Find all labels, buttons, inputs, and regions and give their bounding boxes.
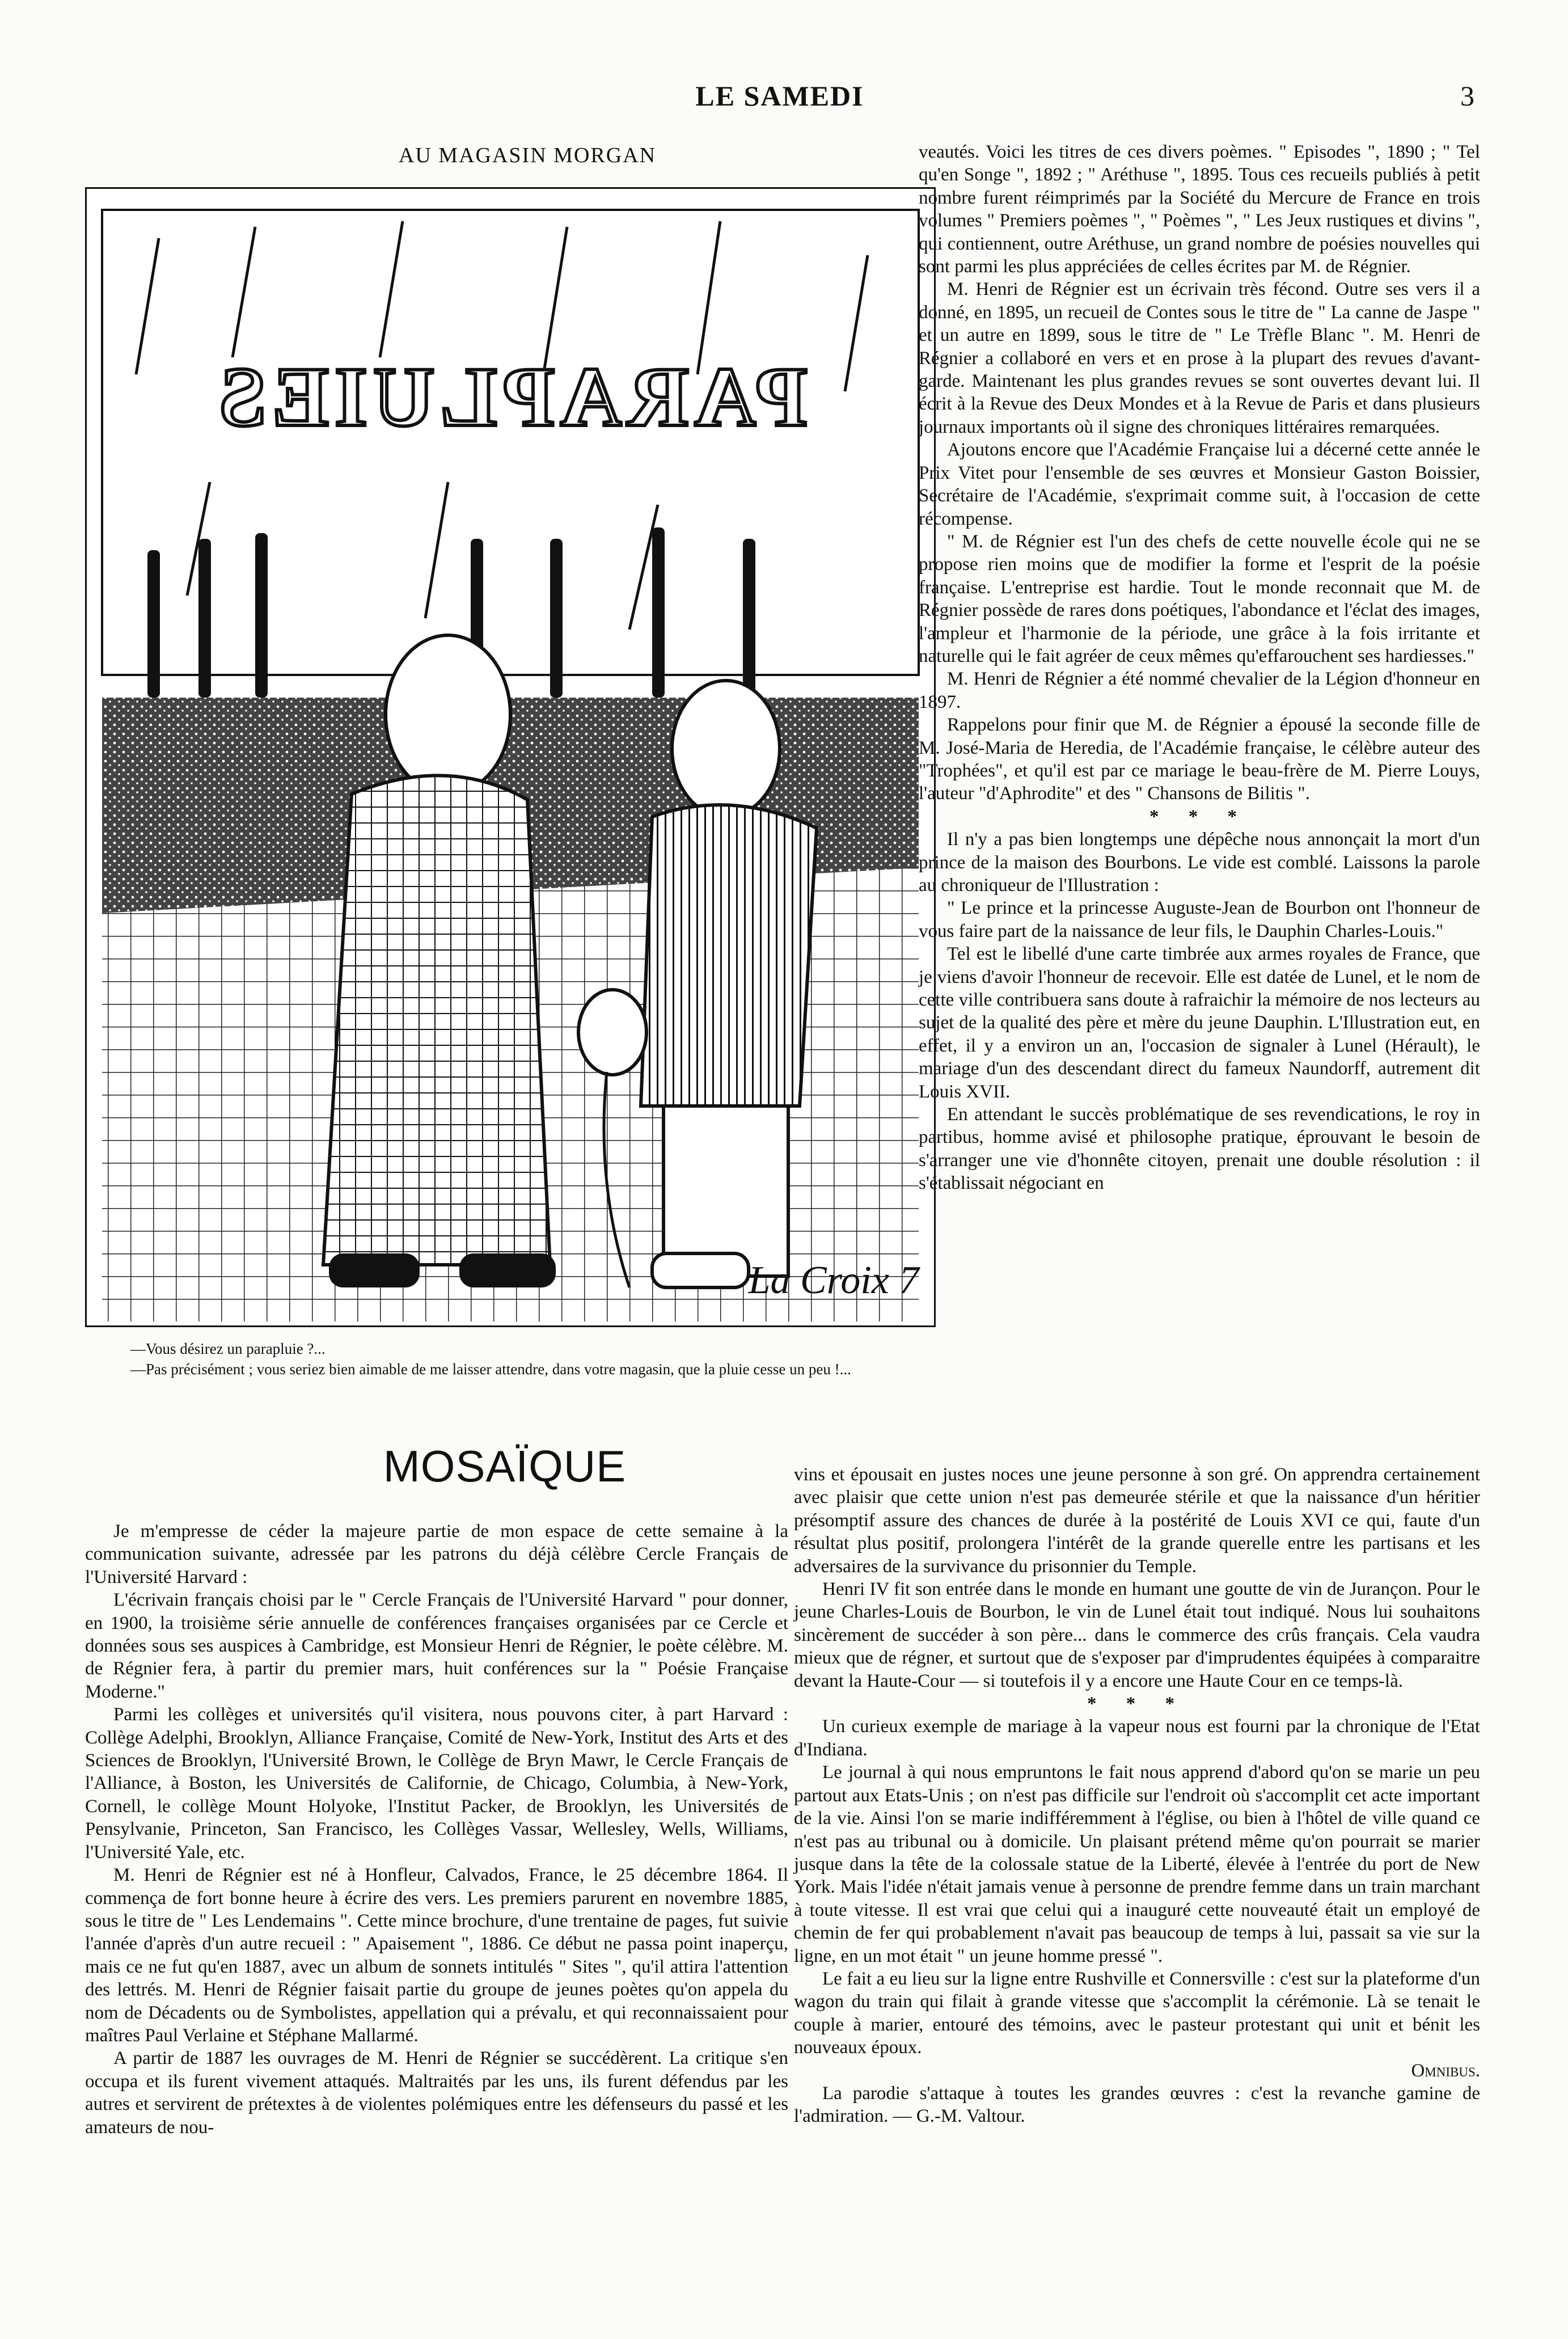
right-column-bottom [794,1463,1480,2128]
paragraph: Ajoutons encore que l'Académie Française lui a décerné cette année le Prix Vitet pour l'ensemble de ses œuvres et Monsieur Gaston Boissier, Secrétaire de l'Académie, s'exprimait comme suit, à l'occasion de cette récompense. [919,440,1480,529]
paragraph: Il n'y a pas bien longtemps une dépêche nous annonçait la mort d'un prince de la maison des Bourbons. Le vide est comblé. Laissons la parole au chroniqueur de l'Illustration : [919,829,1480,896]
newspaper-title: LE SAMEDI [695,80,864,112]
paragraph: Parmi les collèges et universités qu'il visitera, nous pouvons citer, à part Harvard : Collège Adelphi, Brooklyn, Alliance Française, Comité de New-York, Institut des Arts et des Sciences de Brooklyn, l'Université Brown, le Collège de Bryn Mawr, le Cercle Français de l'Alliance, à Boston, les Universités de Californie, de Chicago, Columbia, à New-York, Cornell, le collège Mount Holyoke, l'Institut Packer, de Brooklyn, les Universités de Pensylvanie, Princeton, San Francisco, les Collèges Vassar, Wellesley, Wells, Williams, l'Université Yale, etc. [85,1704,788,1863]
cartoon-title: AU MAGASIN MORGAN [398,143,657,167]
paragraph: veautés. Voici les titres de ces divers poèmes. " Episodes ", 1890 ; " Tel qu'en Songe ", 1892 ; " Aréthuse ", 1895. Tous ces recueils publiés à petit nombre furent réimprimés par la Société du Mercure de France en trois volumes " Premiers poèmes ", " Poèmes ", " Les Jeux rustiques et divins ", qui contiennent, outre Aréthuse, un grand nombre de poésies nouvelles qui sont parmi les plus appréciées de celles écrites par M. de Régnier. [919,142,1480,277]
section-separator: * * * [1149,806,1249,827]
paragraph: Rappelons pour finir que M. de Régnier a épousé la seconde fille de M. José-Maria de Heredia, de l'Académie française, le célèbre auteur des "Trophées", et qu'il est par ce mariage le beau-frère de M. Pierre Louys, l'auteur "d'Aphrodite" et des " Chansons de Bilitis ". [919,715,1480,804]
section-separator: * * * [1087,1694,1187,1715]
paragraph: Le fait a eu lieu sur la ligne entre Rushville et Connersville : c'est sur la plateforme d'un wagon du train qui filait à grande vitesse que s'accomplit la cérémonie. Là se tenait le couple à marier, entouré des témoins, avec le pasteur protestant qui unit et bénit les nouveaux époux. [794,1968,1480,2058]
paragraph: Un curieux exemple de mariage à la vapeur nous est fourni par la chronique de l'Etat d'Indiana. [794,1716,1480,1760]
paragraph: M. Henri de Régnier est né à Honfleur, Calvados, France, le 25 décembre 1864. Il commença de fort bonne heure à écrire des vers. Les premiers parurent en novembre 1885, sous le titre de " Les Lendemains ". Cette mince brochure, d'une trentaine de pages, fut suivie l'année d'après d'un autre recueil : " Apaisement ", 1886. Ce début ne passa point inaperçu, mais ce ne fut qu'en 1887, avec un album de sonnets intitulés " Sites ", qu'il attira l'attention des lettrés. M. Henri de Régnier faisait partie du groupe de jeunes poètes qu'on appela du nom de Décadents ou de Symbolistes, appellation qui a prévalu, et qui reconnaissaient pour maîtres Paul Verlaine et Stéphane Mallarmé. [85,1865,788,2046]
right-column-top [919,141,1480,1195]
artist-signature: La Croix 7 [748,1259,919,1302]
paragraph: La parodie s'attaque à toutes les grandes œuvres : c'est la revanche gamine de l'admiration. — G.-M. Valtour. [794,2083,1480,2127]
paragraph: A partir de 1887 les ouvrages de M. Henri de Régnier se succédèrent. La critique s'en occupa et ils furent vivement attaqués. Maltraités par les uns, ils furent défendus par les autres et servirent de prétextes à de violentes polémiques entre les défenseurs du passé et les amateurs de nou- [85,2048,788,2138]
caption-line: —Pas précisément ; vous seriez bien aimable de me laisser attendre, dans votre magasin, que la pluie cesse un peu !... [130,1361,851,1378]
page-number: 3 [1460,80,1474,112]
paragraph: " Le prince et la princesse Auguste-Jean de Bourbon ont l'honneur de vous faire part de la naissance de leur fils, le Dauphin Charles-Louis." [919,898,1480,941]
paragraph: " M. de Régnier est l'un des chefs de cette nouvelle école qui ne se propose rien moins que de modifier la forme et l'esprit de la poésie française. L'entreprise est hardie. Tout le monde reconnait que M. de Régnier possède de rares dons poétiques, l'abondance et l'éclat des images, l'ampleur et l'harmonie de la période, une grâce à la fois irritante et naturelle qui le fait agréer de ceux mêmes qu'effarouchent ses hardiesses." [919,531,1480,666]
cartoon-illustration [85,187,936,1327]
paragraph: M. Henri de Régnier est un écrivain très fécond. Outre ses vers il a donné, en 1895, un recueil de Contes sous le titre de " La canne de Jaspe " et un autre en 1899, sous le titre de " Le Trèfle Blanc ". M. Henri de Régnier a collaboré en vers et en prose à la plupart des revues d'avant-garde. Maintenant les plus grandes revues se sont ouvertes devant lui. Il écrit à la Revue des Deux Mondes et à la Revue de Paris et dans plusieurs journaux importants où il signe des chroniques littéraires remarquées. [919,279,1480,437]
page-header [85,79,1474,125]
paragraph: vins et épousait en justes noces une jeune personne à son gré. On apprendra certainement avec plaisir que cette union n'est pas demeurée stérile et que la naissance d'un héritier présomptif assure des chances de durée à la postérité de Louis XVI ce qui, faute d'un résultat plus positif, prolongera l'intérêt de la grande querelle entre les partisans et les adversaires de la survivance du prisonnier du Temple. [794,1464,1480,1577]
section-title: MOSAÏQUE [383,1441,627,1491]
paragraph: M. Henri de Régnier a été nommé chevalier de la Légion d'honneur en 1897. [919,669,1480,712]
author-signature: Omnibus. [1411,2060,1480,2081]
cartoon-caption [85,1339,913,1379]
caption-line: —Vous désirez un parapluie ?... [130,1340,326,1357]
paragraph: En attendant le succès problématique de ses revendications, le roy in partibus, homme avisé et philosophe pratique, éprouvant le besoin de s'arranger une vie d'honnête citoyen, prenait une double résolution : il s'établissait négociant en [919,1104,1480,1194]
paragraph: Henri IV fit son entrée dans le monde en humant une goutte de vin de Jurançon. Pour le jeune Charles-Louis de Bourbon, le vin de Lunel était tout indiqué. Nous lui souhaitons sincèrement de succéder à son père... dans le commerce des crûs français. Cela vaudra mieux que de régner, et surtout que de s'exposer par d'imprudentes équipées à comparaitre devant la Haute-Cour — si toutefois il y a encore une Haute Cour en ce temps-là. [794,1579,1480,1691]
shop-sign-text: PARAPLUIES [213,350,808,444]
paragraph: Tel est le libellé d'une carte timbrée aux armes royales de France, que je viens d'avoir l'honneur de recevoir. Elle est datée de Lunel, et le nom de cette ville contribuera sans doute à rafraichir la mémoire de nos lecteurs au sujet de la qualité des père et mère du jeune Dauphin. L'Illustration eut, en effet, il y a environ un an, l'occasion de signaler à Lunel (Hérault), le mariage d'un des descendant direct du fameux Naundorff, autrement dit Louis XVII. [919,944,1480,1102]
paragraph: Le journal à qui nous empruntons le fait nous apprend d'abord qu'on se marie un peu partout aux Etats-Unis ; on n'est pas difficile sur l'endroit où s'accomplit cet acte important de la vie. Ainsi l'on se marie indifféremment à l'église, ou bien à l'hôtel de ville quand ce n'est pas au tribunal ou à domicile. Un plaisant prétend même qu'on pourrait se marier jusque dans la tête de la colossale statue de la Liberté, élevée à l'entrée du port de New York. Mais l'idée n'était jamais venue à personne de prendre femme dans un train marchant à toute vitesse. Il est vrai que celui qui a inauguré cette nouveauté était un employé de chemin de fer qui probablement n'avait pas beaucoup de temps à lui, passait sa vie sur la ligne, en un mot était " un jeune homme pressé ". [794,1762,1480,1966]
mosaique-column [85,1520,788,2139]
paragraph: Je m'empresse de céder la majeure partie de mon espace de cette semaine à la communication suivante, adressée par les patrons du déjà célèbre Cercle Français de l'Université Harvard : [85,1521,788,1588]
paragraph: L'écrivain français choisi par le " Cercle Français de l'Université Harvard " pour donner, en 1900, la troisième série annuelle de conférences françaises organisées par ce Cercle et données sous ses auspices à Cambridge, est Monsieur Henri de Régnier, le poète célèbre. M. de Régnier fera, à partir du premier mars, huit conférences sur la " Poésie Française Moderne." [85,1590,788,1702]
